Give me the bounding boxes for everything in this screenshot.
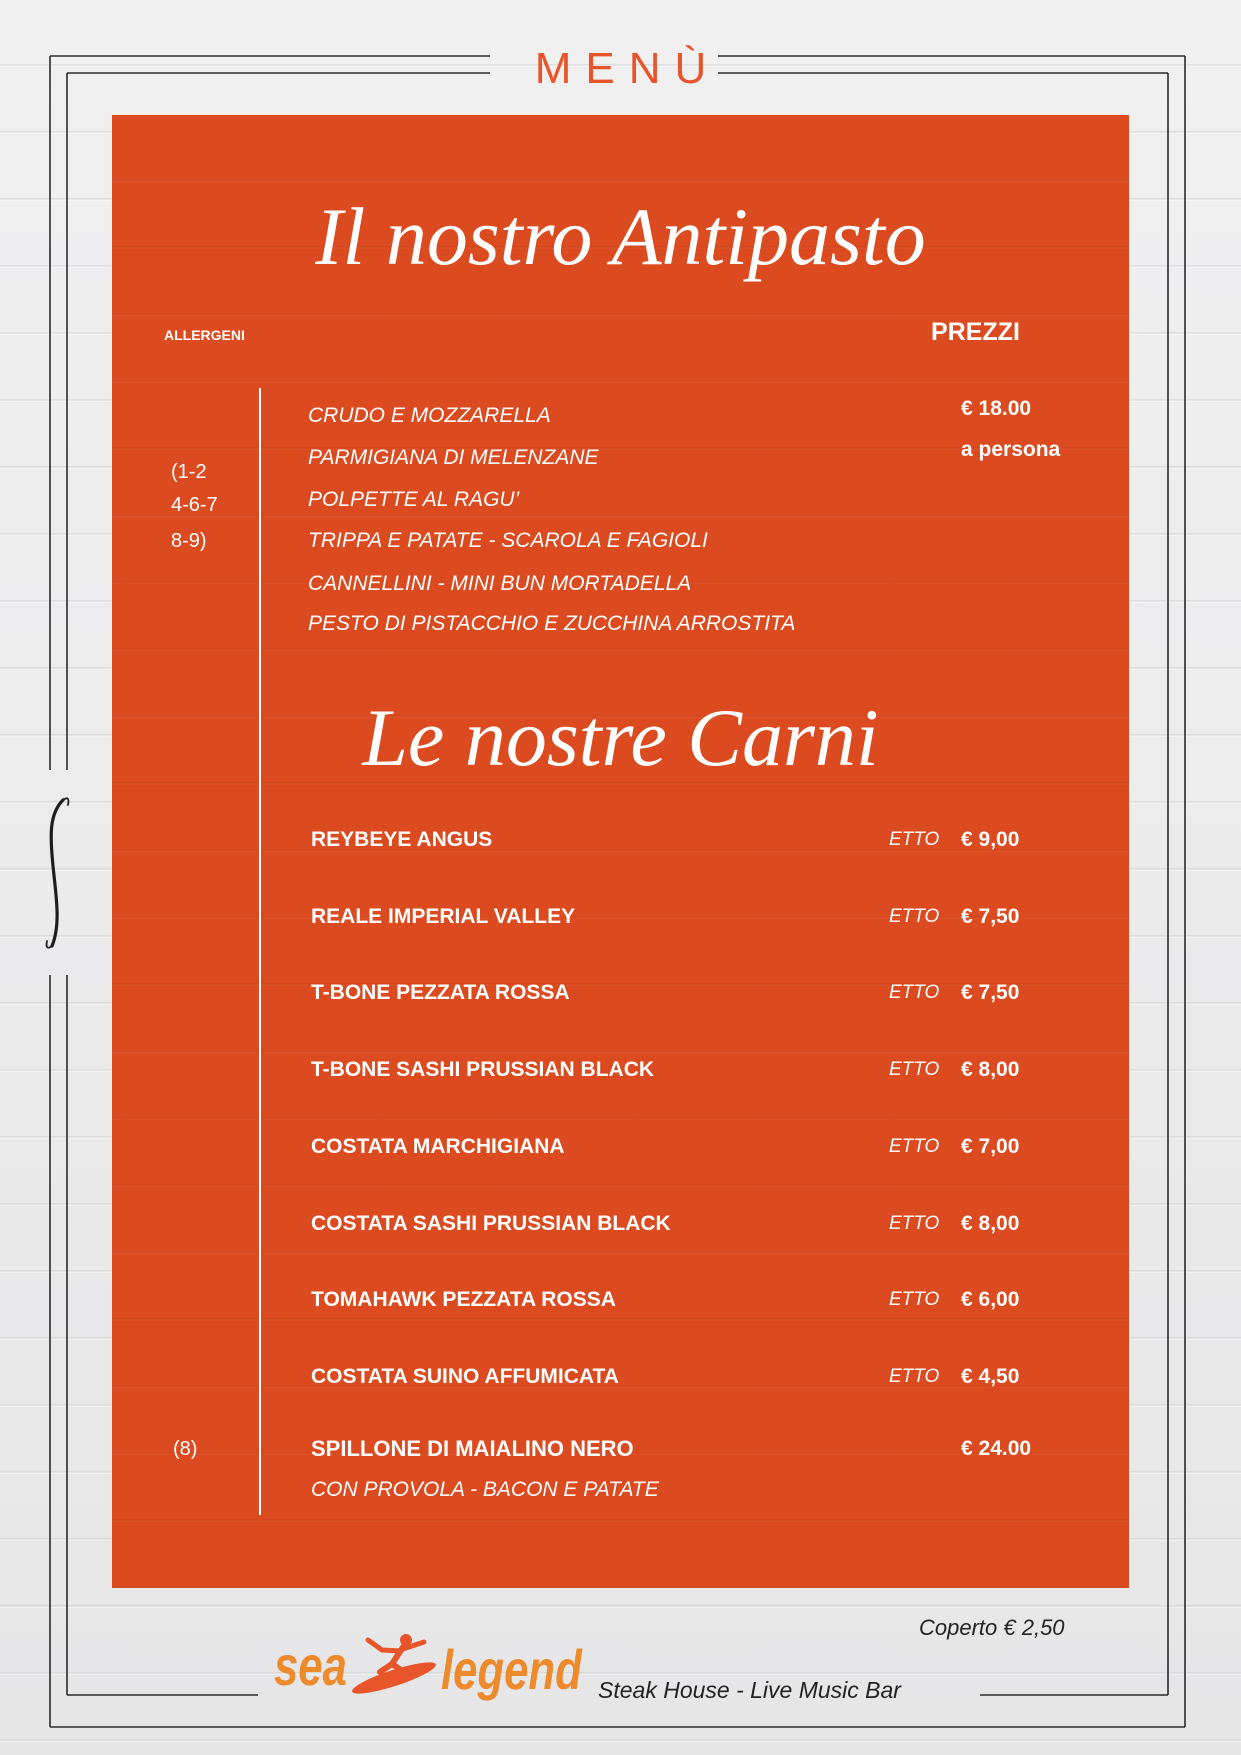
cover-charge: Coperto € 2,50 <box>919 1615 1065 1640</box>
meat-name: T-BONE SASHI PRUSSIAN BLACK <box>311 1058 655 1081</box>
meat-row <box>0 1211 1241 1237</box>
meat-price: € 7,00 <box>961 1135 1020 1158</box>
antipasto-title: Il nostro Antipasto <box>315 191 926 282</box>
meat-row <box>0 1134 1241 1160</box>
brand-logo <box>274 1628 584 1708</box>
meat-row <box>0 904 1241 930</box>
special-allergens: (8) <box>173 1438 198 1460</box>
special-row <box>0 1436 1241 1462</box>
antipasto-price: € 18.00 <box>961 397 1032 420</box>
antipasto-item: POLPETTE AL RAGU’ <box>308 488 520 511</box>
logo-word-legend: legend <box>441 1638 582 1701</box>
meat-name: T-BONE PEZZATA ROSSA <box>311 981 570 1004</box>
meat-unit: ETTO <box>889 1366 940 1387</box>
meat-name: COSTATA MARCHIGIANA <box>311 1135 565 1158</box>
meat-name: REALE IMPERIAL VALLEY <box>311 905 576 928</box>
antipasto-allergen: 8-9) <box>171 530 207 552</box>
special-price: € 24.00 <box>961 1437 1032 1460</box>
meat-unit: ETTO <box>889 1213 940 1234</box>
antipasto-allergen: 4-6-7 <box>171 494 218 516</box>
antipasto-item: CANNELLINI - MINI BUN MORTADELLA <box>308 572 692 595</box>
meat-name: TOMAHAWK PEZZATA ROSSA <box>311 1288 616 1311</box>
antipasto-item: PARMIGIANA DI MELENZANE <box>308 446 599 469</box>
meat-unit: ETTO <box>889 1289 940 1310</box>
surfer-icon <box>346 1628 441 1700</box>
meat-name: REYBEYE ANGUS <box>311 828 493 851</box>
meat-name: COSTATA SASHI PRUSSIAN BLACK <box>311 1212 671 1235</box>
column-divider <box>259 388 261 1515</box>
meat-price: € 4,50 <box>961 1365 1020 1388</box>
meat-price: € 7,50 <box>961 905 1020 928</box>
meat-row <box>0 1057 1241 1083</box>
special-description: CON PROVOLA - BACON E PATATE <box>311 1478 659 1501</box>
meat-row <box>0 1364 1241 1390</box>
antipasto-item: CRUDO E MOZZARELLA <box>308 404 551 427</box>
carni-title: Le nostre Carni <box>362 692 879 783</box>
meat-price: € 8,00 <box>961 1212 1020 1235</box>
meat-row <box>0 827 1241 853</box>
antipasto-item: PESTO DI PISTACCHIO E ZUCCHINA ARROSTITA <box>308 612 796 635</box>
meat-row <box>0 980 1241 1006</box>
meat-price: € 6,00 <box>961 1288 1020 1311</box>
meat-price: € 9,00 <box>961 828 1020 851</box>
menu-title: MENÙ <box>534 44 721 93</box>
allergens-label: ALLERGENI <box>164 327 245 343</box>
meat-unit: ETTO <box>889 829 940 850</box>
tagline: Steak House - Live Music Bar <box>598 1677 901 1703</box>
meat-unit: ETTO <box>889 1059 940 1080</box>
prices-label: PREZZI <box>931 318 1020 346</box>
antipasto-item: TRIPPA E PATATE - SCAROLA E FAGIOLI <box>308 529 708 552</box>
meat-name: COSTATA SUINO AFFUMICATA <box>311 1365 619 1388</box>
special-name: SPILLONE DI MAIALINO NERO <box>311 1436 634 1461</box>
antipasto-allergen: (1-2 <box>171 461 207 483</box>
meat-price: € 7,50 <box>961 981 1020 1004</box>
antipasto-price-note: a persona <box>961 438 1061 461</box>
meat-price: € 8,00 <box>961 1058 1020 1081</box>
logo-word-sea: sea <box>274 1634 347 1697</box>
meat-unit: ETTO <box>889 1136 940 1157</box>
meat-row <box>0 1287 1241 1313</box>
meat-unit: ETTO <box>889 906 940 927</box>
meat-unit: ETTO <box>889 982 940 1003</box>
